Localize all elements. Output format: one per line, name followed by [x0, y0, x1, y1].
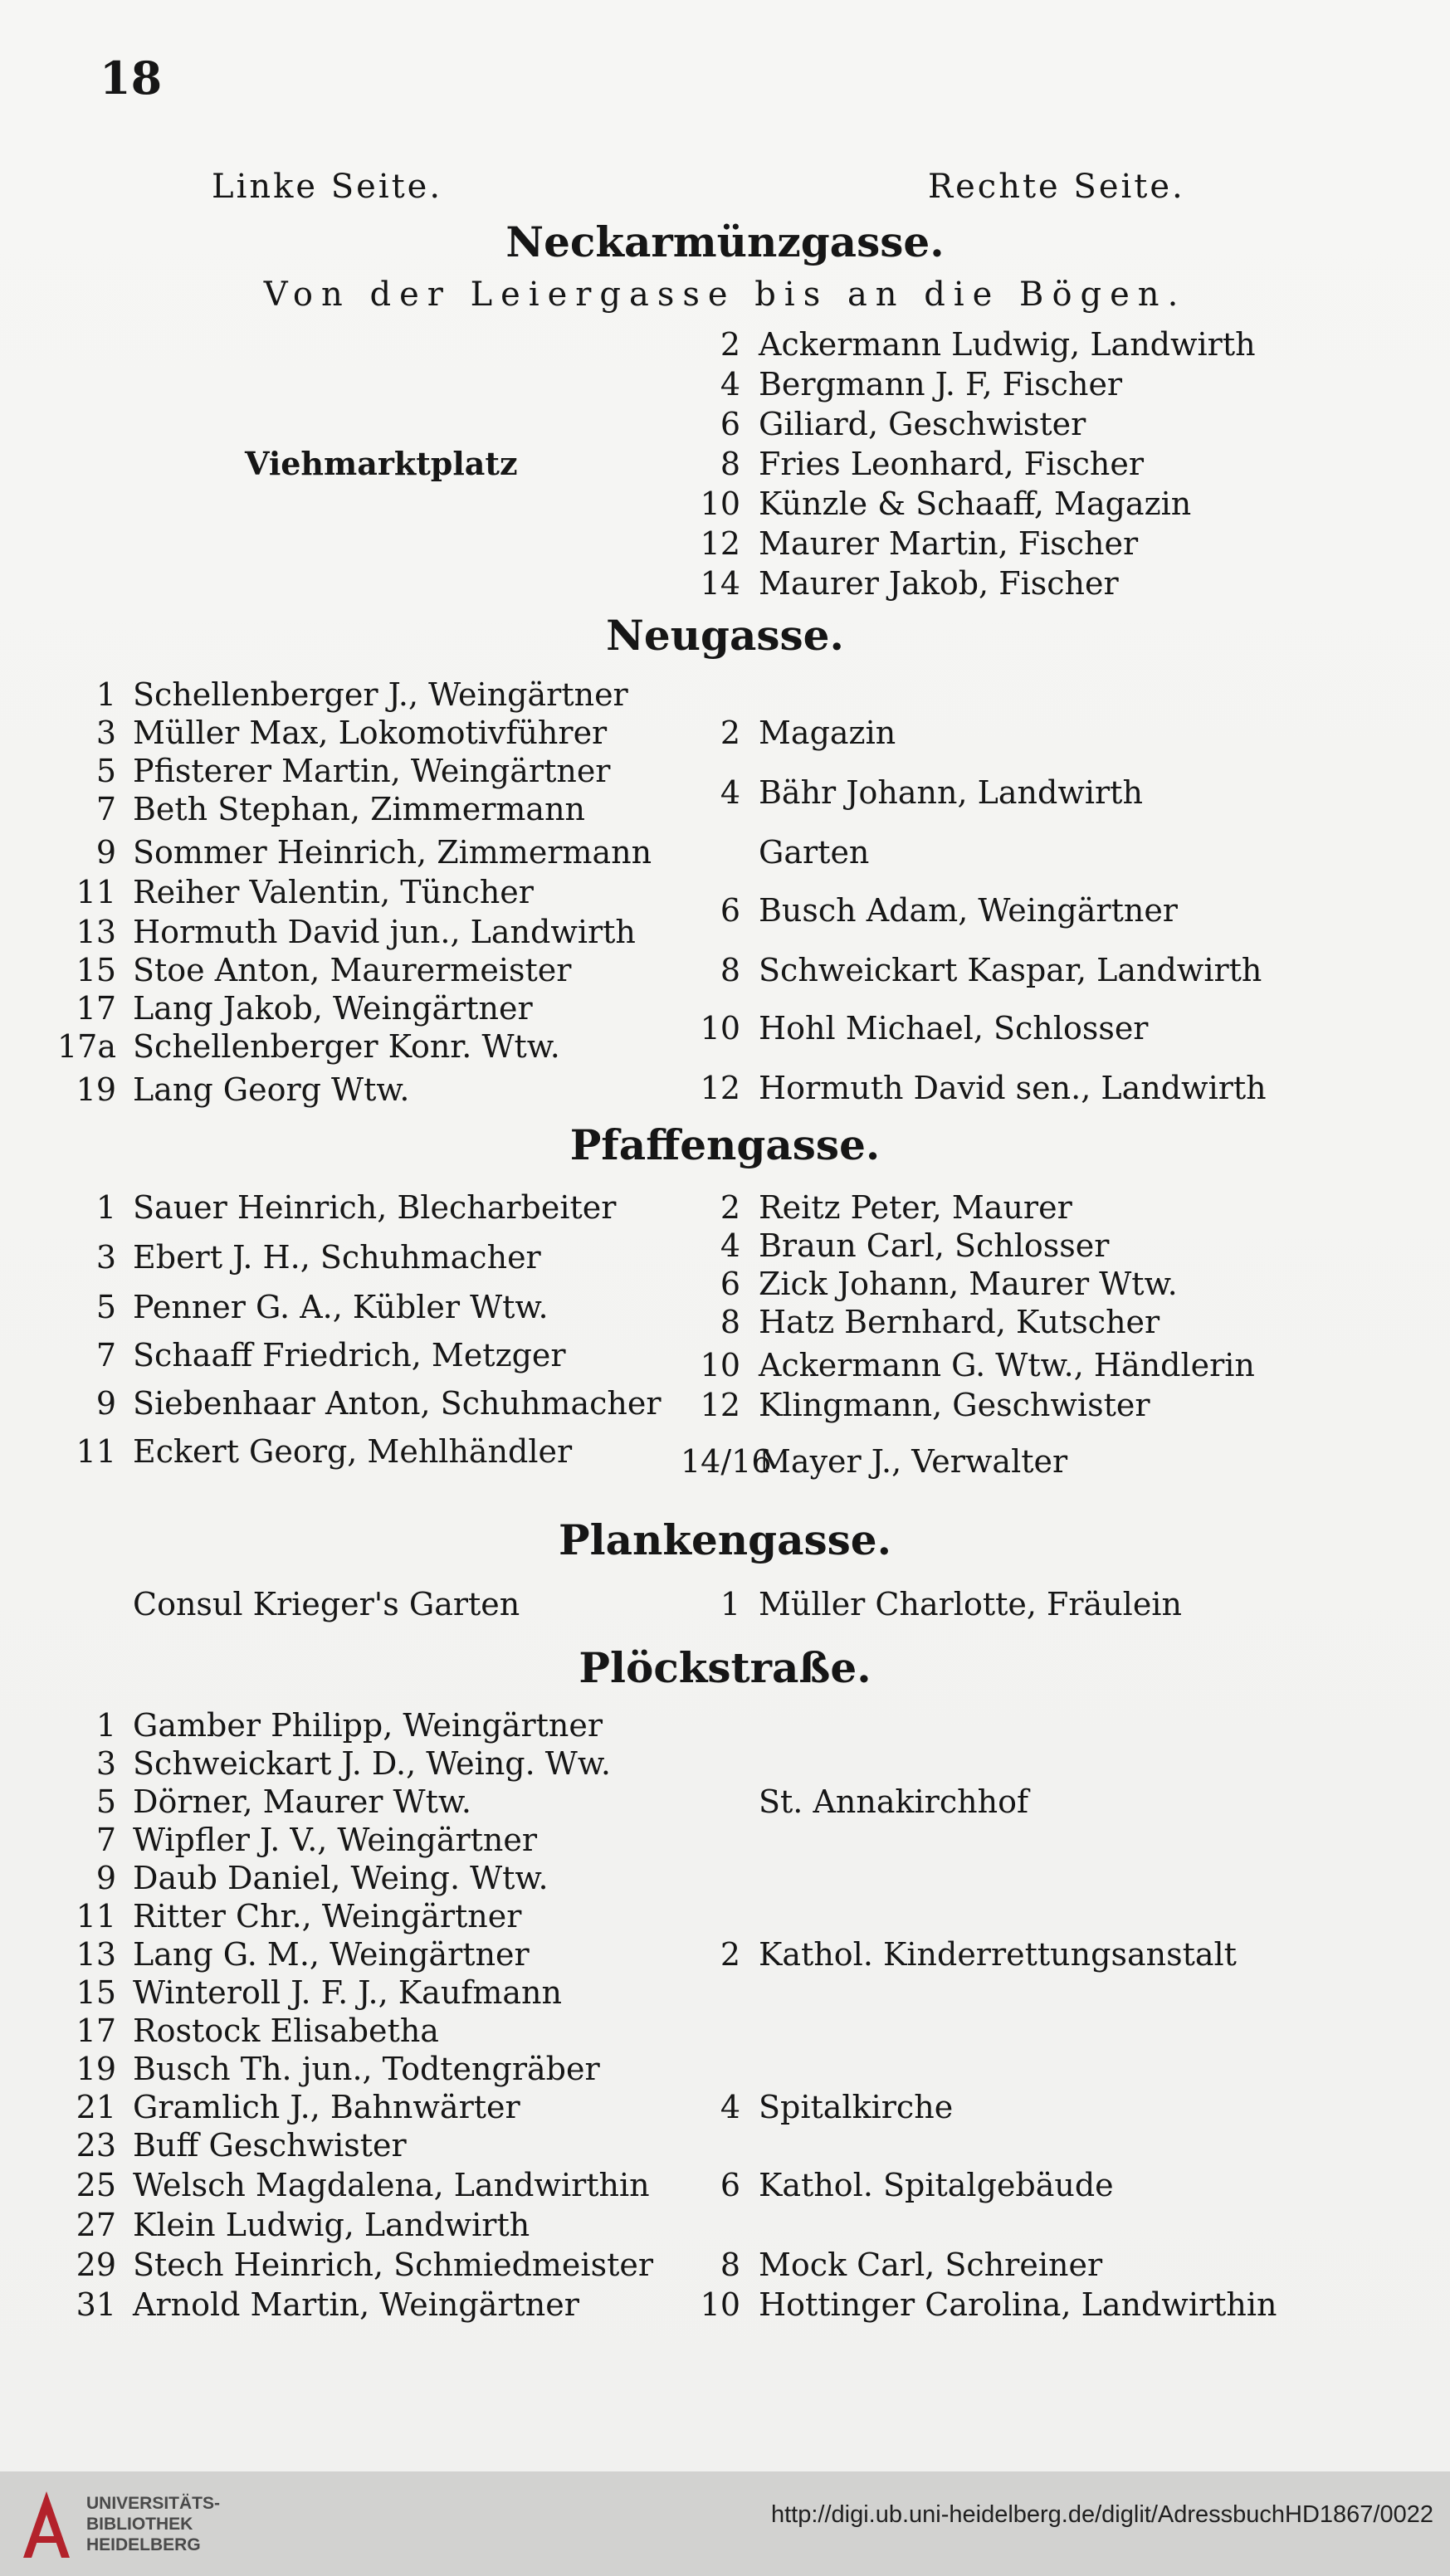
house-number: 10 [700, 485, 740, 522]
entry-text: Consul Krieger's Garten [133, 1586, 520, 1622]
entry-text: Müller Max, Lokomotivführer [133, 715, 608, 751]
entry-right [681, 445, 1144, 483]
entry-left [25, 833, 652, 871]
entry-text: Zick Johann, Maurer Wtw. [759, 1266, 1178, 1302]
entry-text: Daub Daniel, Weing. Wtw. [133, 1860, 549, 1896]
entry-right [681, 2246, 1102, 2284]
house-number: 6 [720, 892, 740, 929]
entry-left [25, 2206, 530, 2244]
entry-text: Hottinger Carolina, Landwirthin [759, 2286, 1277, 2323]
entry-left [25, 873, 534, 911]
street-title-neugasse: Neugasse. [606, 611, 844, 660]
entry-text: Klingmann, Geschwister [759, 1387, 1150, 1423]
house-number: 1 [95, 1189, 116, 1226]
entry-text: Busch Adam, Weingärtner [759, 892, 1178, 929]
house-number: 6 [720, 406, 740, 442]
house-number: 4 [720, 774, 740, 811]
entry-text: Stoe Anton, Maurermeister [133, 952, 572, 988]
entry-text: Welsch Magdalena, Landwirthin [133, 2167, 650, 2203]
entry-text: Giliard, Geschwister [759, 406, 1086, 442]
library-name-line: UNIVERSITÄTS- [86, 2494, 221, 2513]
library-name [86, 2493, 220, 2555]
entry-left [25, 1188, 616, 1227]
entry-right [681, 1346, 1255, 1384]
entry-left [25, 1897, 521, 1935]
house-number: 8 [720, 2247, 740, 2283]
entry-right [681, 564, 1119, 603]
entry-right [681, 1009, 1148, 1047]
entry-text: Rostock Elisabetha [133, 2013, 439, 2049]
entry-left [25, 1071, 409, 1109]
house-number: 13 [76, 1936, 116, 1973]
house-number: 2 [720, 1189, 740, 1226]
street-title-pfaffengasse: Pfaffengasse. [569, 1120, 881, 1169]
entry-left [25, 2012, 439, 2050]
entry-right [681, 524, 1138, 563]
entry-text: Ackermann G. Wtw., Händlerin [759, 1347, 1255, 1383]
entry-text: Ebert J. H., Schuhmacher [133, 1239, 541, 1276]
entry-right [681, 1783, 1028, 1821]
house-number: 4 [720, 366, 740, 402]
entry-text: Mayer J., Verwalter [759, 1443, 1068, 1480]
entry-left [25, 951, 571, 989]
house-number: 9 [95, 1860, 116, 1896]
entry-text: Künzle & Schaaff, Magazin [759, 485, 1192, 522]
house-number: 4 [720, 2089, 740, 2125]
street-title-ploeckstrasse: Plöckstraße. [579, 1643, 871, 1692]
entry-text: Müller Charlotte, Fräulein [759, 1586, 1182, 1622]
entry-right [681, 325, 1256, 363]
place-note: Viehmarktplatz [245, 445, 518, 482]
house-number: 11 [76, 1433, 116, 1470]
entry-text: Lang Jakob, Weingärtner [133, 990, 533, 1027]
entry-right [681, 1386, 1150, 1424]
house-number: 5 [95, 1289, 116, 1325]
entry-left [25, 1973, 562, 2012]
entry-text: Beth Stephan, Zimmermann [133, 791, 586, 827]
house-number: 8 [720, 1304, 740, 1340]
entry-text: Gamber Philipp, Weingärtner [133, 1707, 603, 1744]
entry-text: Stech Heinrich, Schmiedmeister [133, 2247, 653, 2283]
entry-right [681, 1935, 1237, 1973]
house-number: 17 [76, 990, 116, 1027]
street-route: Von der Leiergasse bis an die Bögen. [263, 276, 1187, 314]
house-number: 12 [700, 1387, 740, 1423]
house-number: 1 [95, 1707, 116, 1744]
entry-text: Arnold Martin, Weingärtner [133, 2286, 579, 2323]
entry-right [681, 714, 896, 752]
viewer-footer [0, 2471, 1450, 2576]
entry-text: Braun Carl, Schlosser [759, 1227, 1110, 1264]
entry-left [25, 1384, 662, 1422]
entry-left [25, 1288, 549, 1326]
house-number: 7 [95, 791, 116, 827]
entry-right [681, 1188, 1072, 1227]
entry-text: Magazin [759, 715, 896, 751]
house-number: 11 [76, 1898, 116, 1934]
entry-text: Reiher Valentin, Tüncher [133, 874, 534, 910]
entry-left [25, 913, 636, 951]
entry-left [25, 1585, 520, 1623]
entry-right [681, 1585, 1182, 1623]
house-number: 21 [76, 2089, 116, 2125]
entry-left [25, 1783, 471, 1821]
entry-right [681, 1227, 1109, 1265]
entry-text: Bergmann J. F, Fischer [759, 366, 1123, 402]
entry-text: Pfisterer Martin, Weingärtner [133, 753, 611, 789]
house-number: 7 [95, 1337, 116, 1373]
entry-left [25, 2088, 520, 2126]
entry-text: Schellenberger Konr. Wtw. [133, 1028, 560, 1065]
entry-left [25, 2050, 600, 2088]
entry-text: Mock Carl, Schreiner [759, 2247, 1103, 2283]
entry-text: Spitalkirche [759, 2089, 954, 2125]
house-number: 2 [720, 326, 740, 363]
house-number: 1 [95, 676, 116, 713]
entry-text: Kathol. Kinderrettungsanstalt [759, 1936, 1237, 1973]
entry-left [25, 1821, 537, 1859]
left-side-label: Linke Seite. [212, 168, 443, 206]
entry-left [25, 1336, 566, 1374]
entry-text: Maurer Jakob, Fischer [759, 565, 1119, 602]
house-number: 29 [76, 2247, 116, 2283]
entry-right [681, 1265, 1178, 1303]
house-number: 10 [700, 2286, 740, 2323]
entry-left [25, 989, 533, 1027]
entry-left [25, 1238, 541, 1276]
house-number: 9 [95, 834, 116, 871]
source-url-link[interactable]: http://digi.ub.uni-heidelberg.de/diglit/AdressbuchHD1867/0022 [770, 2501, 1433, 2528]
house-number: 15 [76, 952, 116, 988]
entry-text: Penner G. A., Kübler Wtw. [133, 1289, 549, 1325]
university-library-logo-icon [13, 2486, 80, 2563]
house-number: 2 [720, 1936, 740, 1973]
entry-text: Kathol. Spitalgebäude [759, 2167, 1114, 2203]
entry-left [25, 2246, 653, 2284]
house-number: 27 [76, 2207, 116, 2243]
library-name-line: BIBLIOTHEK [86, 2515, 193, 2534]
entry-text: Hatz Bernhard, Kutscher [759, 1304, 1160, 1340]
house-number: 25 [76, 2167, 116, 2203]
entry-left [25, 2126, 407, 2164]
entry-text: Lang G. M., Weingärtner [133, 1936, 530, 1973]
house-number: 31 [76, 2286, 116, 2323]
entry-left [25, 1432, 572, 1471]
entry-right [681, 891, 1178, 929]
entry-text: Ackermann Ludwig, Landwirth [759, 326, 1256, 363]
entry-left [25, 1706, 603, 1744]
entry-text: Fries Leonhard, Fischer [759, 446, 1145, 482]
entry-right [681, 1069, 1267, 1107]
entry-right [681, 1442, 1067, 1481]
house-number: 19 [76, 2051, 116, 2087]
entry-text: Garten [759, 834, 870, 871]
street-title-plankengasse: Plankengasse. [558, 1515, 892, 1564]
entry-right [681, 365, 1122, 403]
house-number: 7 [95, 1822, 116, 1858]
entry-right [681, 2166, 1114, 2204]
entry-left [25, 1027, 560, 1066]
street-title-neckarmuenzgasse: Neckarmünzgasse. [505, 217, 945, 266]
entry-text: Hormuth David jun., Landwirth [133, 914, 636, 950]
entry-text: Busch Th. jun., Todtengräber [133, 2051, 600, 2087]
entry-text: Hormuth David sen., Landwirth [759, 1070, 1267, 1106]
entry-text: Lang Georg Wtw. [133, 1071, 410, 1108]
house-number: 13 [76, 914, 116, 950]
entry-right [681, 2088, 953, 2126]
entry-text: Schaaff Friedrich, Metzger [133, 1337, 566, 1373]
entry-right [681, 405, 1086, 443]
entry-left [25, 676, 628, 714]
house-number: 3 [95, 1239, 116, 1276]
house-number: 8 [720, 446, 740, 482]
entry-text: Dörner, Maurer Wtw. [133, 1783, 471, 1820]
house-number: 11 [76, 874, 116, 910]
entry-right [681, 2286, 1277, 2324]
entry-right [681, 1303, 1160, 1341]
house-number: 2 [720, 715, 740, 751]
house-number: 8 [720, 952, 740, 988]
entry-text: Bähr Johann, Landwirth [759, 774, 1143, 811]
entry-text: Siebenhaar Anton, Schuhmacher [133, 1385, 662, 1422]
entry-left [25, 790, 585, 828]
house-number: 10 [700, 1347, 740, 1383]
entry-text: Eckert Georg, Mehlhändler [133, 1433, 573, 1470]
entry-right [681, 833, 869, 871]
entry-right [681, 773, 1143, 812]
entry-text: Schweickart Kaspar, Landwirth [759, 952, 1262, 988]
entry-right [681, 485, 1191, 523]
house-number: 5 [95, 753, 116, 789]
entry-left [25, 714, 607, 752]
house-number: 6 [720, 1266, 740, 1302]
right-side-label: Rechte Seite. [928, 168, 1185, 206]
entry-text: Schellenberger J., Weingärtner [133, 676, 628, 713]
entry-text: Hohl Michael, Schlosser [759, 1010, 1149, 1046]
house-number: 12 [700, 1070, 740, 1106]
entry-text: Ritter Chr., Weingärtner [133, 1898, 522, 1934]
house-number: 3 [95, 1745, 116, 1782]
house-number: 10 [700, 1010, 740, 1046]
entry-left [25, 752, 610, 790]
page-number: 18 [100, 51, 163, 105]
entry-left [25, 1744, 611, 1783]
house-number: 4 [720, 1227, 740, 1264]
entry-text: St. Annakirchhof [759, 1783, 1029, 1820]
entry-left [25, 2286, 579, 2324]
house-number: 12 [700, 525, 740, 562]
house-number: 14 [700, 565, 740, 602]
entry-text: Gramlich J., Bahnwärter [133, 2089, 520, 2125]
entry-text: Klein Ludwig, Landwirth [133, 2207, 530, 2243]
house-number: 1 [720, 1586, 740, 1622]
house-number: 17a [56, 1028, 116, 1065]
entry-left [25, 1935, 530, 1973]
house-number: 6 [720, 2167, 740, 2203]
entry-text: Winteroll J. F. J., Kaufmann [133, 1974, 562, 2011]
entry-text: Buff Geschwister [133, 2127, 407, 2164]
entry-text: Wipfler J. V., Weingärtner [133, 1822, 538, 1858]
entry-text: Reitz Peter, Maurer [759, 1189, 1072, 1226]
entry-left [25, 2166, 650, 2204]
house-number: 19 [76, 1071, 116, 1108]
house-number: 15 [76, 1974, 116, 2011]
entry-left [25, 1859, 549, 1897]
house-number: 3 [95, 715, 116, 751]
house-number: 14/16 [681, 1443, 772, 1480]
entry-text: Schweickart J. D., Weing. Ww. [133, 1745, 611, 1782]
house-number: 9 [95, 1385, 116, 1422]
library-name-line: HEIDELBERG [86, 2535, 201, 2554]
house-number: 23 [76, 2127, 116, 2164]
house-number: 17 [76, 2013, 116, 2049]
entry-text: Sommer Heinrich, Zimmermann [133, 834, 652, 871]
entry-text: Sauer Heinrich, Blecharbeiter [133, 1189, 617, 1226]
house-number: 5 [95, 1783, 116, 1820]
entry-text: Maurer Martin, Fischer [759, 525, 1139, 562]
entry-right [681, 951, 1262, 989]
